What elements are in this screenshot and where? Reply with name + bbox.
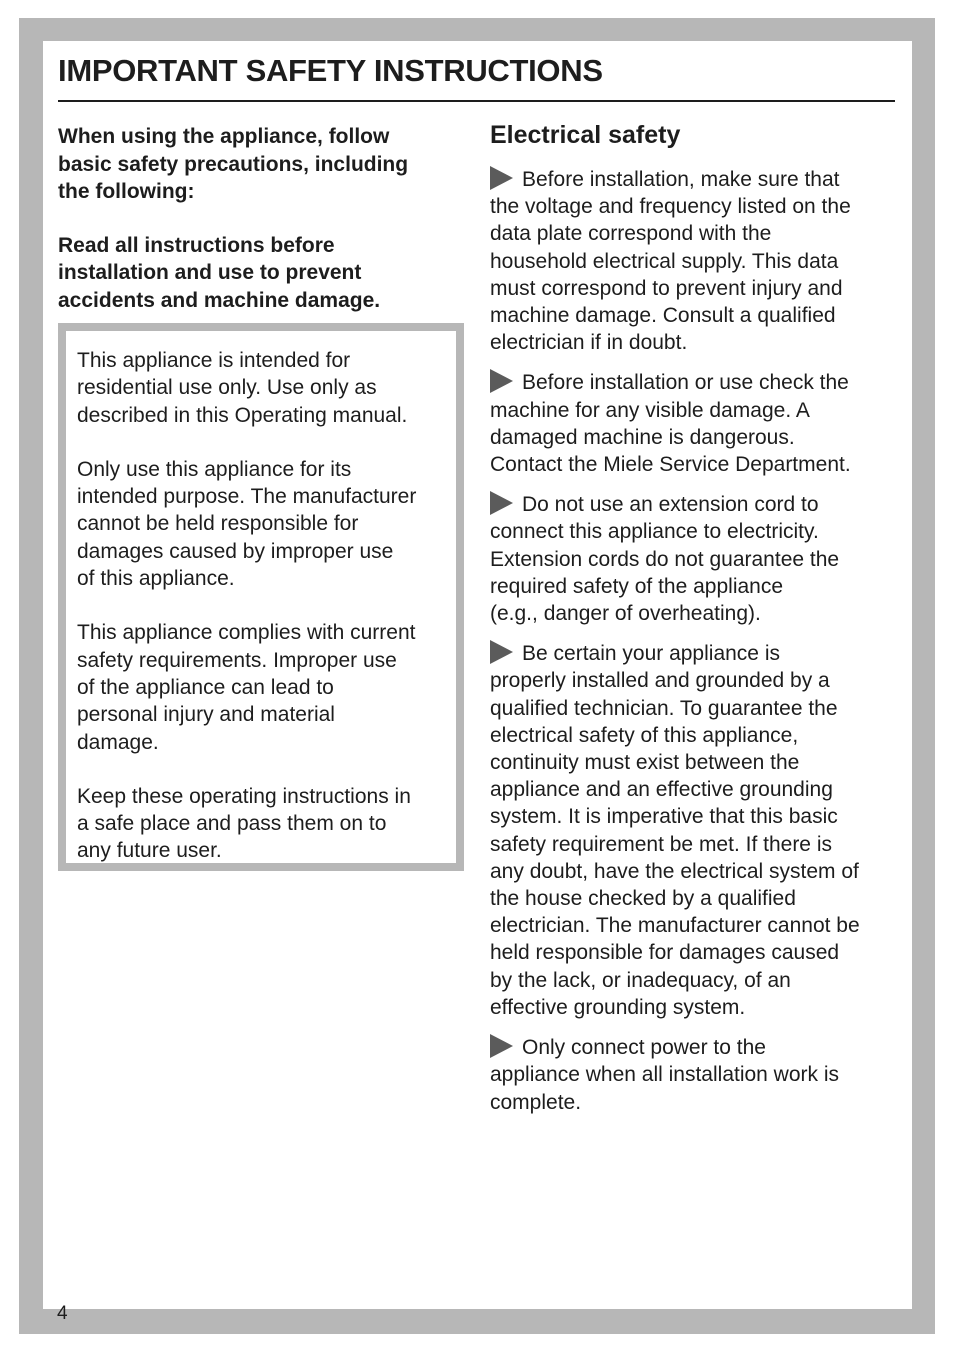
electrical-safety-heading: Electrical safety — [490, 121, 681, 149]
text-line: Only use this appliance for its — [77, 457, 352, 481]
notice-paragraph-residential-use — [77, 347, 456, 429]
text-line: effective grounding system. — [490, 995, 746, 1019]
page-number: 4 — [57, 1303, 68, 1324]
text-line: basic safety precautions, including — [58, 152, 409, 176]
text-line: appliance and an effective grounding — [490, 778, 833, 802]
text-line: damaged machine is dangerous. — [490, 425, 795, 449]
page-title: IMPORTANT SAFETY INSTRUCTIONS — [58, 53, 603, 88]
title-divider — [58, 100, 895, 102]
text-line: household electrical supply. This data — [490, 249, 839, 273]
bullet-grounding — [490, 640, 900, 1021]
text-line: personal injury and material — [77, 703, 335, 727]
text-line: electrician if in doubt. — [490, 331, 688, 355]
text-line: installation and use to prevent — [58, 261, 362, 284]
bullet-extension-cord — [490, 491, 900, 627]
text-line: described in this Operating manual. — [77, 403, 408, 427]
notice-paragraph-keep-instructions — [77, 783, 456, 865]
bullet-voltage-check — [490, 166, 900, 356]
text-line: Only connect power to the — [522, 1036, 766, 1060]
text-line: properly installed and grounded by a — [490, 669, 830, 693]
text-line: electrician. The manufacturer cannot be — [490, 914, 860, 938]
notice-box-content — [66, 331, 456, 863]
text-line: residential use only. Use only as — [77, 376, 377, 400]
text-line: continuity must exist between the — [490, 751, 800, 775]
text-line: system. It is imperative that this basic — [490, 805, 838, 829]
text-line: damage. — [77, 730, 159, 754]
text-line: required safety of the appliance — [490, 574, 784, 598]
intended-use-notice-box — [58, 323, 464, 871]
arrow-right-icon — [490, 640, 513, 664]
arrow-right-icon — [490, 1034, 513, 1058]
read-instructions-notice — [58, 232, 464, 315]
arrow-right-icon — [490, 369, 513, 393]
arrow-right-icon — [490, 491, 513, 515]
intro-precautions — [58, 123, 464, 206]
text-line: (e.g., danger of overheating). — [490, 602, 761, 626]
text-line: Contact the Miele Service Department. — [490, 453, 851, 477]
bullet-connect-power — [490, 1034, 900, 1116]
text-line: of this appliance. — [77, 567, 235, 591]
text-line: the voltage and frequency listed on the — [490, 195, 851, 219]
text-line: Keep these operating instructions in — [77, 784, 411, 808]
text-line: Extension cords do not guarantee the — [490, 547, 840, 571]
text-line: machine damage. Consult a qualified — [490, 304, 836, 328]
left-column — [58, 123, 464, 340]
text-line: appliance when all installation work is — [490, 1063, 840, 1087]
text-line: a safe place and pass them on to — [77, 812, 387, 836]
text-line: When using the appliance, follow — [58, 125, 390, 148]
text-line: damages caused by improper use — [77, 539, 394, 563]
text-line: qualified technician. To guarantee the — [490, 696, 838, 720]
text-line: held responsible for damages caused — [490, 941, 840, 965]
text-line: Before installation or use check the — [522, 371, 849, 395]
text-line: data plate correspond with the — [490, 222, 772, 246]
text-line: electrical safety of this appliance, — [490, 723, 799, 747]
text-line: by the lack, or inadequacy, of an — [490, 968, 791, 992]
text-line: of the appliance can lead to — [77, 675, 334, 699]
text-line: accidents and machine damage. — [58, 288, 381, 312]
notice-paragraph-intended-purpose — [77, 456, 456, 592]
arrow-right-icon — [490, 166, 513, 190]
text-line: safety requirements. Improper use — [77, 648, 397, 672]
text-line: connect this appliance to electricity. — [490, 520, 819, 544]
text-line: Do not use an extension cord to — [522, 493, 819, 517]
text-line: cannot be held responsible for — [77, 512, 359, 536]
text-line: This appliance complies with current — [77, 621, 416, 645]
text-line: machine for any visible damage. A — [490, 398, 810, 422]
text-line: Be certain your appliance is — [522, 642, 780, 666]
bullet-damage-check — [490, 369, 900, 478]
text-line: Before installation, make sure that — [522, 168, 840, 191]
notice-paragraph-safety-compliance — [77, 619, 456, 755]
text-line: any future user. — [77, 839, 222, 863]
text-line: must correspond to prevent injury and — [490, 276, 843, 300]
text-line: the following: — [58, 180, 195, 203]
text-line: any doubt, have the electrical system of — [490, 859, 859, 883]
right-column — [490, 119, 900, 1129]
text-line: Read all instructions before — [58, 233, 335, 257]
text-line: complete. — [490, 1090, 582, 1114]
text-line: safety requirement be met. If there is — [490, 832, 832, 856]
text-line: intended purpose. The manufacturer — [77, 485, 417, 509]
text-line: This appliance is intended for — [77, 349, 351, 372]
text-line: the house checked by a qualified — [490, 887, 796, 911]
